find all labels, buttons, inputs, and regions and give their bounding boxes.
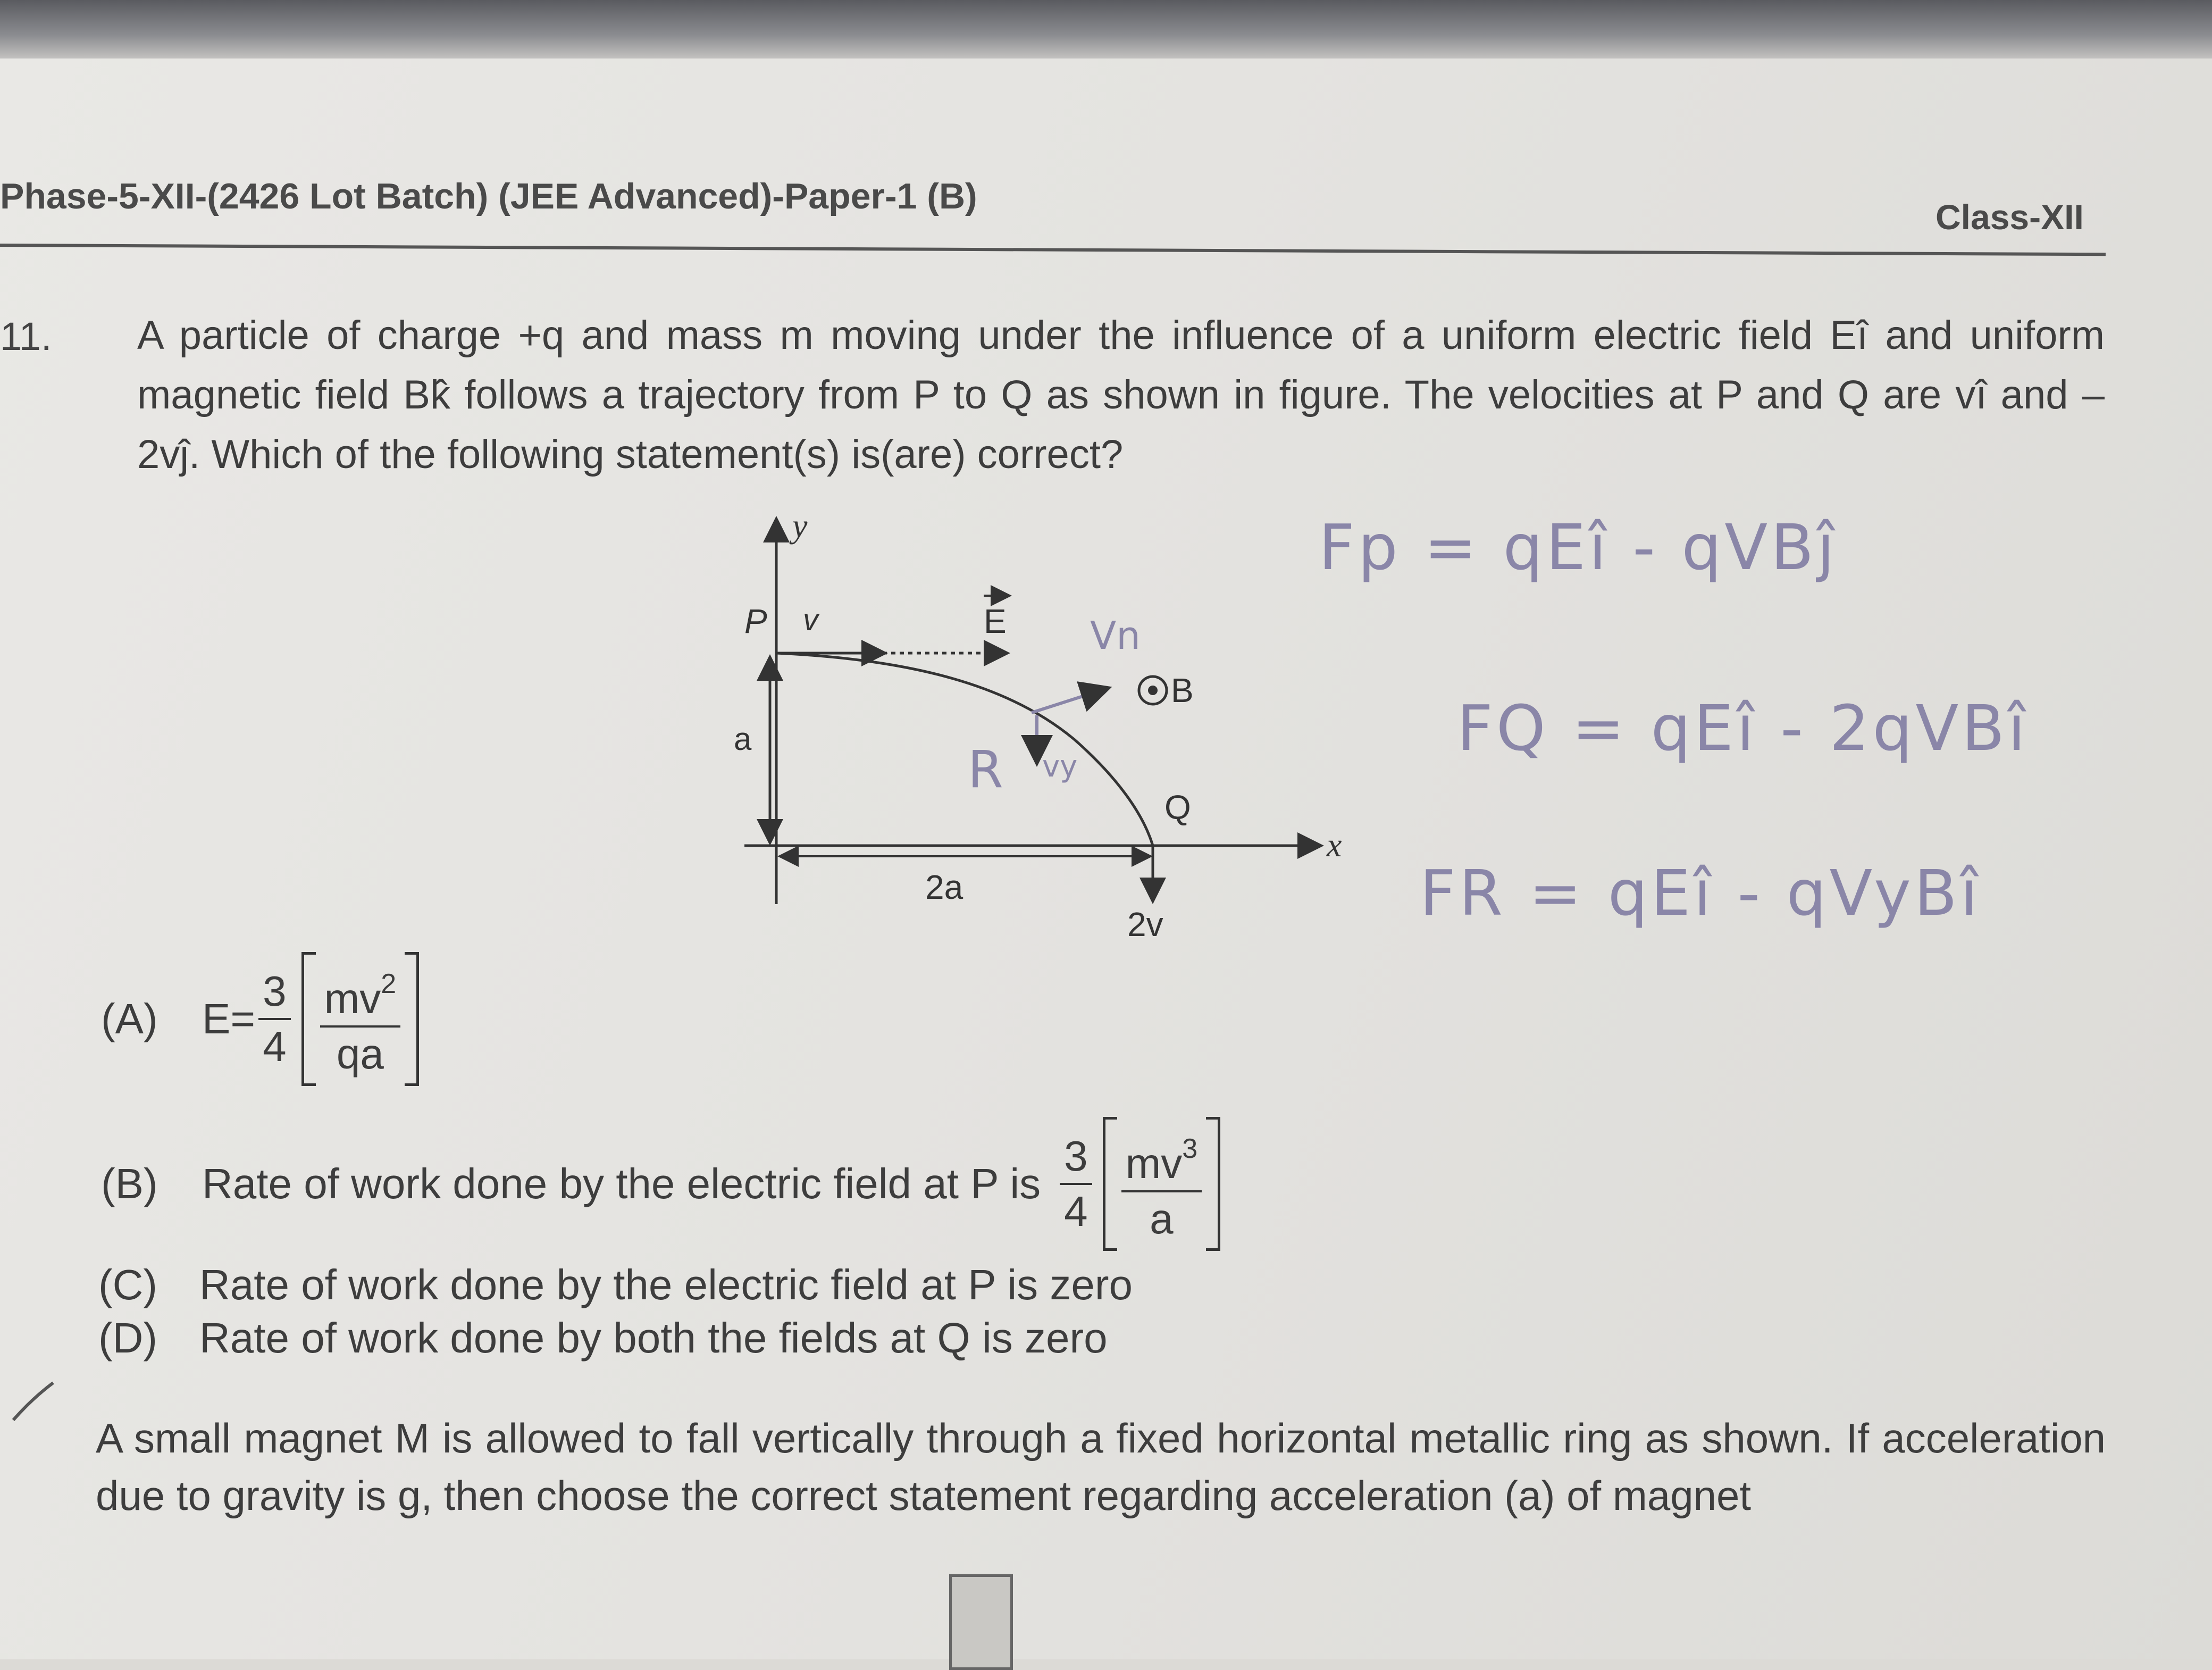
handwritten-fq: FQ = qEî - 2qVBî (1457, 691, 2029, 765)
x-axis-label: x (1327, 826, 1342, 864)
option-a-fraction: $\frac{3}{4}$ (258, 965, 291, 1073)
option-a-bracket: $\frac{mv^2}{qa}$ (301, 952, 420, 1086)
option-d-text: Rate of work done by both the fields at Q is zero (199, 1314, 1108, 1362)
magnet-figure (949, 1574, 1013, 1670)
y-axis-label: y (792, 507, 808, 545)
option-c[interactable] (98, 1260, 1133, 1309)
option-d[interactable] (98, 1314, 1108, 1363)
hand-r-label: R (968, 740, 1003, 799)
option-c-label: (C) (98, 1261, 158, 1308)
option-a-label: (A) (101, 995, 158, 1042)
option-b-fraction: $\frac{3}{4}$ (1060, 1130, 1092, 1238)
hand-vy-label: vy (1042, 749, 1078, 784)
option-b[interactable] (101, 1117, 1220, 1251)
question-text: A particle of charge +q and mass m moving under the influence of a uniform electric field Eî and uniform magnetic field Bk̂ follows a trajectory from P to Q as shown in figure. The velocities at P and Q are vî and –2vĵ. Which of the following statement(s) is(are) correct? (137, 313, 2105, 477)
height-label: a (734, 721, 752, 757)
paper-header-class: Class-XII (1936, 197, 2084, 237)
option-c-text: Rate of work done by the electric field at P is zero (199, 1261, 1133, 1308)
paper-header-title: Phase-5-XII-(2426 Lot Batch) (JEE Advanced)-Paper-1 (B) (0, 176, 977, 216)
trajectory-curve (776, 653, 1153, 846)
question-number: 11. (0, 314, 52, 358)
point-p-label: P (744, 602, 767, 640)
velocity-q-label: 2v (1127, 905, 1163, 943)
b-field-label: B (1171, 671, 1194, 709)
option-b-bracket: $\frac{mv^3}{a}$ (1103, 1117, 1221, 1251)
option-a[interactable] (101, 952, 419, 1086)
width-label: 2a (925, 868, 963, 906)
hand-vn-arrow (1032, 689, 1106, 713)
option-a-lhs: E= (202, 995, 256, 1042)
trajectory-diagram (691, 505, 1382, 957)
pen-tick-mark (11, 1377, 74, 1425)
hand-vn-label: Vn (1090, 613, 1141, 658)
velocity-p-label: v (803, 603, 818, 637)
handwritten-fp: Fp = qEî - qVBĵ (1319, 511, 1838, 584)
next-question-text: A small magnet M is allowed to fall vertically through a fixed horizontal metallic ring as shown. If acceleration due to gravity is g, then choose the correct statement regarding acceleration (a) of magnet (96, 1415, 2106, 1519)
point-q-label: Q (1164, 788, 1191, 826)
background-top-band (0, 0, 2212, 64)
option-d-label: (D) (98, 1314, 158, 1362)
option-b-label: (B) (101, 1160, 158, 1207)
option-b-text: Rate of work done by the electric field at P is (202, 1160, 1041, 1207)
e-field-label: E (984, 602, 1007, 640)
handwritten-fr: FR = qEî - qVyBî (1420, 856, 1981, 930)
